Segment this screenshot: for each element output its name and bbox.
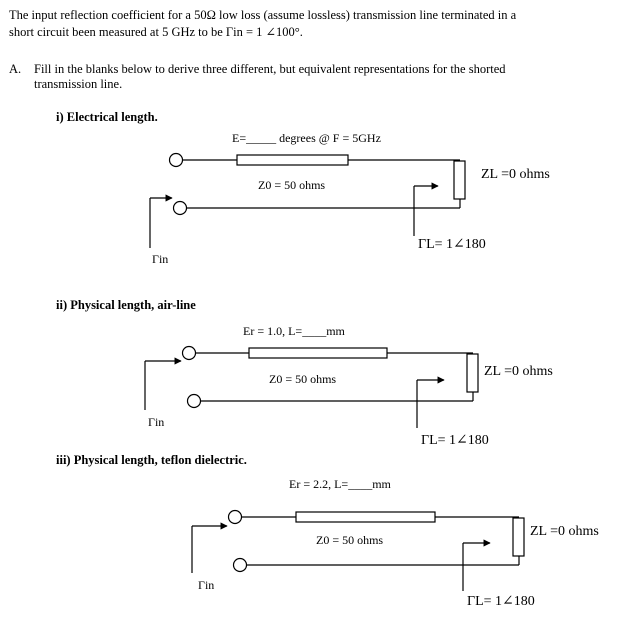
port-bottom-terminal-2 (188, 395, 201, 408)
load-short-1 (454, 161, 465, 199)
intro-line-2: short circuit been measured at 5 GHz to be Γin = 1 ∠100°. (9, 25, 303, 39)
gamma-in-label-3: Γin (198, 578, 215, 592)
port-top-terminal-3 (229, 511, 242, 524)
load-short-3 (513, 518, 524, 556)
zl-label-3: ZL =0 ohms (530, 524, 599, 539)
z0-label-3: Z0 = 50 ohms (316, 533, 384, 547)
part-a-line-2: transmission line. (34, 77, 123, 91)
line-section-2 (249, 348, 387, 358)
section-3-heading: iii) Physical length, teflon dielectric. (56, 453, 247, 467)
line-section-1 (237, 155, 348, 165)
diagram-2 (145, 347, 478, 429)
port-top-terminal-2 (183, 347, 196, 360)
port-bottom-terminal-3 (234, 559, 247, 572)
load-short-2 (467, 354, 478, 392)
z0-label-2: Z0 = 50 ohms (269, 372, 337, 386)
gamma-in-label-1: Γin (152, 252, 169, 266)
section-2-heading: ii) Physical length, air-line (56, 298, 196, 312)
diagram-3 (192, 511, 524, 592)
line-section-3 (296, 512, 435, 522)
section-1-heading: i) Electrical length. (56, 110, 158, 124)
part-a-marker: A. (9, 62, 22, 76)
port-bottom-terminal-1 (174, 202, 187, 215)
part-a-line-1: Fill in the blanks below to derive three different, but equivalent representations for the shorted (34, 62, 506, 76)
zl-label-1: ZL =0 ohms (481, 167, 550, 182)
gamma-l-label-2: ΓL= 1∠180 (421, 433, 489, 448)
gamma-l-label-1: ΓL= 1∠180 (418, 237, 486, 252)
zl-label-2: ZL =0 ohms (484, 364, 553, 379)
param-label-1: E=_____ degrees @ F = 5GHz (232, 131, 381, 145)
param-label-2: Er = 1.0, L=____mm (243, 324, 345, 338)
gamma-in-label-2: Γin (148, 415, 165, 429)
gamma-l-label-3: ΓL= 1∠180 (467, 594, 535, 609)
intro-line-1: The input reflection coefficient for a 50Ω low loss (assume lossless) transmission line terminated in a (9, 8, 517, 22)
param-label-3: Er = 2.2, L=____mm (289, 477, 391, 491)
z0-label-1: Z0 = 50 ohms (258, 178, 326, 192)
port-top-terminal-1 (170, 154, 183, 167)
diagram-1 (150, 154, 465, 249)
